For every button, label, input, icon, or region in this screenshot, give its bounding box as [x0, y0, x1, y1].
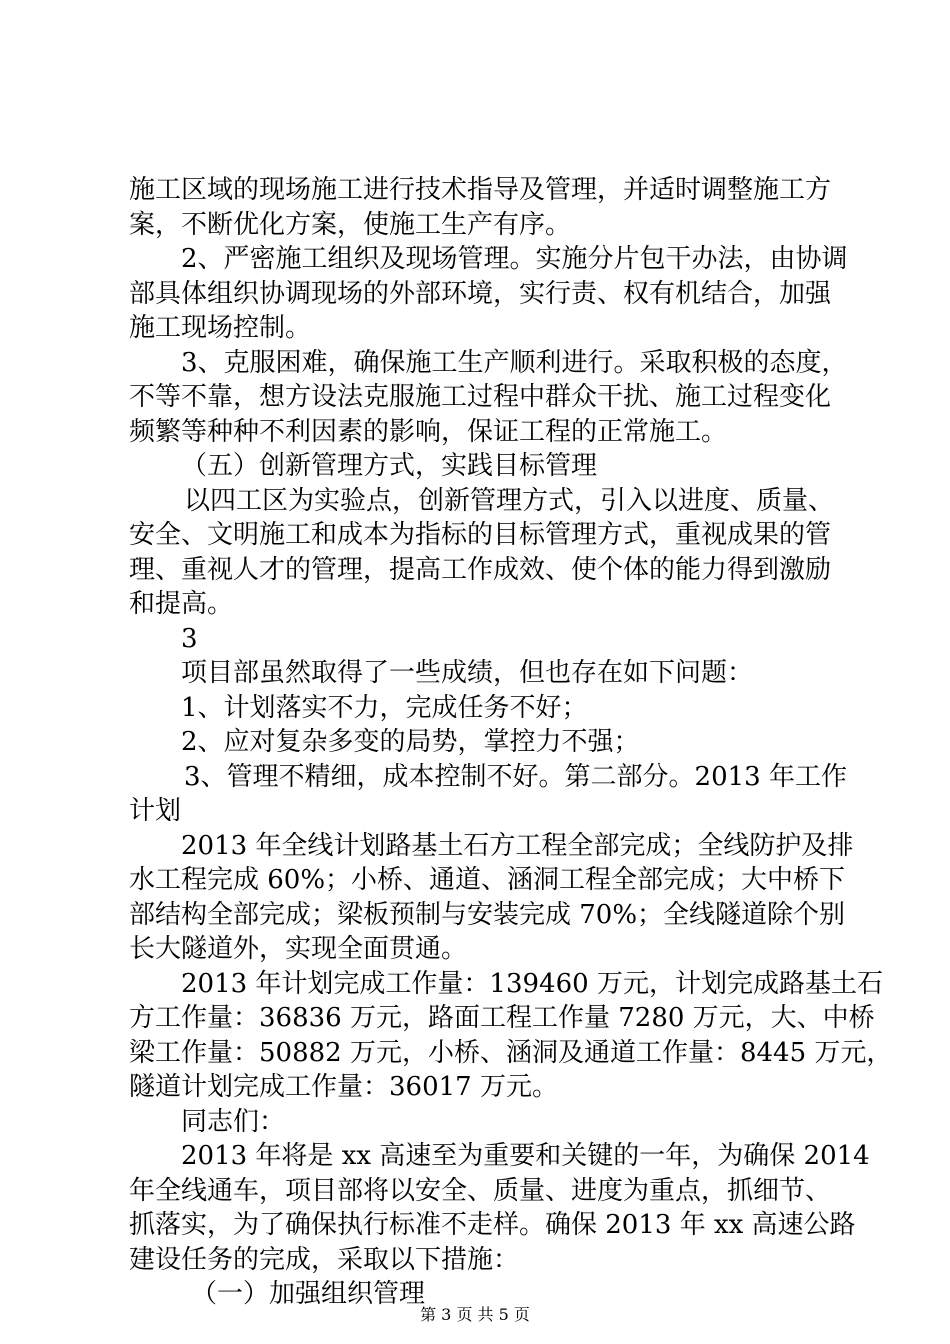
document-body: [129, 173, 893, 1312]
text-line: 3、克服困难，确保施工生产顺利进行。采取积极的态度，: [181, 347, 848, 378]
text-line: 不等不靠，想方设法克服施工过程中群众干扰、施工过程变化: [129, 382, 832, 412]
text-line: 部具体组织协调现场的外部环境，实行责、权有机结合，加强: [129, 278, 832, 309]
text-line: 频繁等种种不利因素的影响，保证工程的正常施工。: [129, 416, 728, 447]
text-line: 建设任务的完成，采取以下措施：: [129, 1244, 520, 1275]
text-line: 长大隧道外，实现全面贯通。: [129, 934, 468, 964]
text-line: 2、严密施工组织及现场管理。实施分片包干办法，由协调: [181, 244, 848, 274]
section-heading: （一）加强组织管理: [191, 1279, 426, 1309]
text-line: 2、应对复杂多变的局势，掌控力不强；: [181, 727, 640, 757]
text-line: 计划: [129, 796, 182, 826]
section-heading: （五）创新管理方式，实践目标管理: [181, 451, 598, 481]
text-line: 施工现场控制。: [129, 313, 312, 343]
text-line: 施工区域的现场施工进行技术指导及管理，并适时调整施工方: [129, 175, 832, 205]
text-line: 项目部虽然取得了一些成绩，但也存在如下问题：: [181, 658, 754, 688]
text-line: 2013 年将是 xx 高速至为重要和关键的一年，为确保 2014: [181, 1141, 870, 1171]
text-line: 部结构全部完成；梁板预制与安装完成 70%；全线隧道除个别: [129, 899, 846, 930]
text-line: 水工程完成 60%；小桥、通道、涵洞工程全部完成；大中桥下: [129, 865, 846, 895]
text-line: 隧道计划完成工作量：36017 万元。: [129, 1072, 558, 1102]
text-line: 梁工作量：50882 万元，小桥、涵洞及通道工作量：8445 万元，: [129, 1037, 893, 1068]
text-line: 理、重视人才的管理，提高工作成效、使个体的能力得到激励: [129, 554, 832, 585]
text-line: 3、管理不精细，成本控制不好。第二部分。2013 年工作: [184, 761, 847, 792]
text-line: 安全、文明施工和成本为指标的目标管理方式，重视成果的管: [129, 520, 832, 550]
text-line: 同志们：: [181, 1106, 286, 1137]
text-line: 案，不断优化方案，使施工生产有序。: [129, 209, 572, 240]
text-line: 方工作量：36836 万元，路面工程工作量 7280 万元，大、中桥: [129, 1003, 875, 1033]
text-line: 和提高。: [129, 589, 234, 619]
text-line: 3: [181, 623, 198, 654]
page-number: 第 3 页 共 5 页: [420, 1305, 530, 1324]
text-line: 抓落实，为了确保执行标准不走样。确保 2013 年 xx 高速公路: [129, 1210, 856, 1240]
text-line: 以四工区为实验点，创新管理方式，引入以进度、质量、: [184, 485, 835, 516]
page-footer: [0, 1305, 950, 1325]
text-line: 2013 年计划完成工作量：139460 万元，计划完成路基土石: [181, 968, 883, 999]
text-line: 2013 年全线计划路基土石方工程全部完成；全线防护及排: [181, 830, 854, 861]
text-line: 1、计划落实不力，完成任务不好；: [181, 692, 588, 723]
text-line: 年全线通车，项目部将以安全、质量、进度为重点，抓细节、: [129, 1175, 832, 1206]
